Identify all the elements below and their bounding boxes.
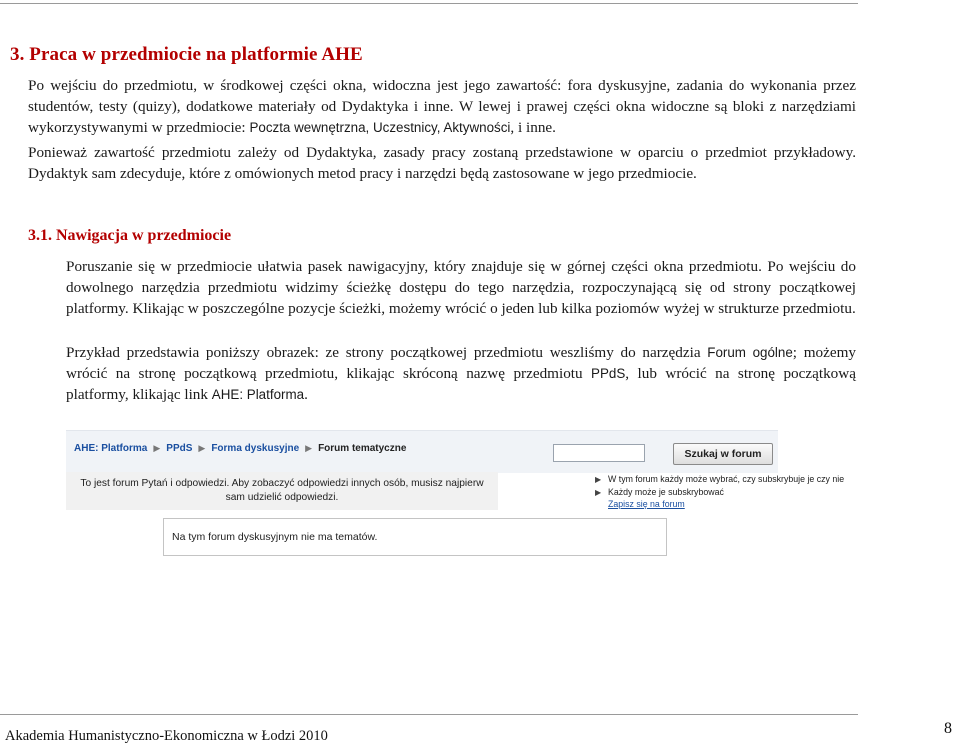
navigation-bar xyxy=(66,430,778,473)
subsection-heading: 3.1. Nawigacja w przedmiocie xyxy=(28,227,232,244)
paragraph-navigation: Poruszanie się w przedmiocie ułatwia pasek nawigacyjny, który znajduje się w górnej części okna przedmiotu. Po wejściu do dowolnego narzędzia przedmiotu widzimy ścieżkę dostępu do tego narzędzia, rozpoczynającą się od strony początkowej platformy. Klikając w poszczególne pozycje ścieżki, możemy wrócić o jeden lub kilka poziomów wyżej w strukturze przedmiotu. xyxy=(66,258,856,317)
forum-info-box xyxy=(66,472,498,510)
section-heading: 3. Praca w przedmiocie na platformie AHE xyxy=(10,44,363,65)
subscription-options xyxy=(595,473,844,511)
platform-name: AHE: Platforma xyxy=(211,387,305,402)
empty-forum-box xyxy=(163,518,667,556)
footer-rule xyxy=(0,714,858,715)
breadcrumb-separator-icon: ▶ xyxy=(198,443,206,453)
course-name: PPdS xyxy=(591,366,626,381)
tool-name: Forum ogólne xyxy=(707,345,793,360)
forum-info-text: To jest forum Pytań i odpowiedzi. Aby zobaczyć odpowiedzi innych osób, musisz najpierw sam udzielić odpowiedzi. xyxy=(80,478,484,503)
paragraph-content: Ponieważ zawartość przedmiotu zależy od Dydaktyka, zasady pracy zostaną przedstawione w oparciu o przedmiot przykładowy. Dydaktyk sam zdecyduje, które z omówionych metod pracy i narzędzi będą zastosowane w jego przedmiocie. xyxy=(28,144,856,182)
subscription-option xyxy=(595,473,844,486)
subscription-option-text: W tym forum każdy może wybrać, czy subskrybuje je czy nie xyxy=(608,474,845,484)
forum-search-button[interactable]: Szukaj w forum xyxy=(673,443,773,465)
paragraph-intro-text: Po wejściu do przedmiotu, w środkowej części okna, widoczna jest jego zawartość: fora dyskusyjne, zadania do wykonania przez studentów, testy (quizy), dodatkowe materiały od Dydaktyka i inne. W lewej i prawej części okna widoczne są bloki z narzędziami wykorzystywanymi w przedmiocie: xyxy=(28,77,856,136)
example-text-4: . xyxy=(304,386,308,403)
breadcrumb-current: Forum tematyczne xyxy=(318,443,407,454)
page-number: 8 xyxy=(944,720,952,737)
breadcrumb-platform-link[interactable]: AHE: Platforma xyxy=(74,443,148,454)
breadcrumb-course-link[interactable]: PPdS xyxy=(166,443,193,454)
paragraph-intro xyxy=(28,75,856,138)
breadcrumb-separator-icon: ▶ xyxy=(305,443,313,453)
subscription-option-text: Każdy może je subskrybować xyxy=(608,486,724,497)
header-rule xyxy=(0,3,858,4)
example-text-2: ; możemy wrócić na stronę początkową przedmiotu, klikając skróconą nazwę przedmiotu xyxy=(66,344,857,382)
paragraph-intro-tail: , i inne. xyxy=(510,119,556,136)
forum-screenshot xyxy=(60,423,845,583)
forum-search-input[interactable] xyxy=(553,444,645,462)
blocks-list: Poczta wewnętrzna, Uczestnicy, Aktywności xyxy=(249,120,511,135)
subscription-option xyxy=(595,486,844,499)
info-icon: ▶ xyxy=(595,475,602,484)
empty-forum-text: Na tym forum dyskusyjnym nie ma tematów. xyxy=(172,531,378,543)
breadcrumb-separator-icon: ▶ xyxy=(153,443,161,453)
paragraph-example xyxy=(66,342,856,405)
subscribe-link[interactable]: Zapisz się na forum xyxy=(608,499,685,509)
example-text: Przykład przedstawia poniższy obrazek: ze strony początkowej przedmiotu weszliśmy do narzędzia xyxy=(66,344,708,361)
info-icon: ▶ xyxy=(595,487,602,497)
breadcrumb xyxy=(74,443,406,454)
footer-text: Akademia Humanistyczno-Ekonomiczna w Łodzi 2010 xyxy=(5,728,328,744)
subscription-option xyxy=(595,498,844,511)
breadcrumb-forums-link[interactable]: Forma dyskusyjne xyxy=(211,443,300,454)
example-text-3: , lub wrócić na stronę początkową platformy, klikając link xyxy=(66,365,856,403)
